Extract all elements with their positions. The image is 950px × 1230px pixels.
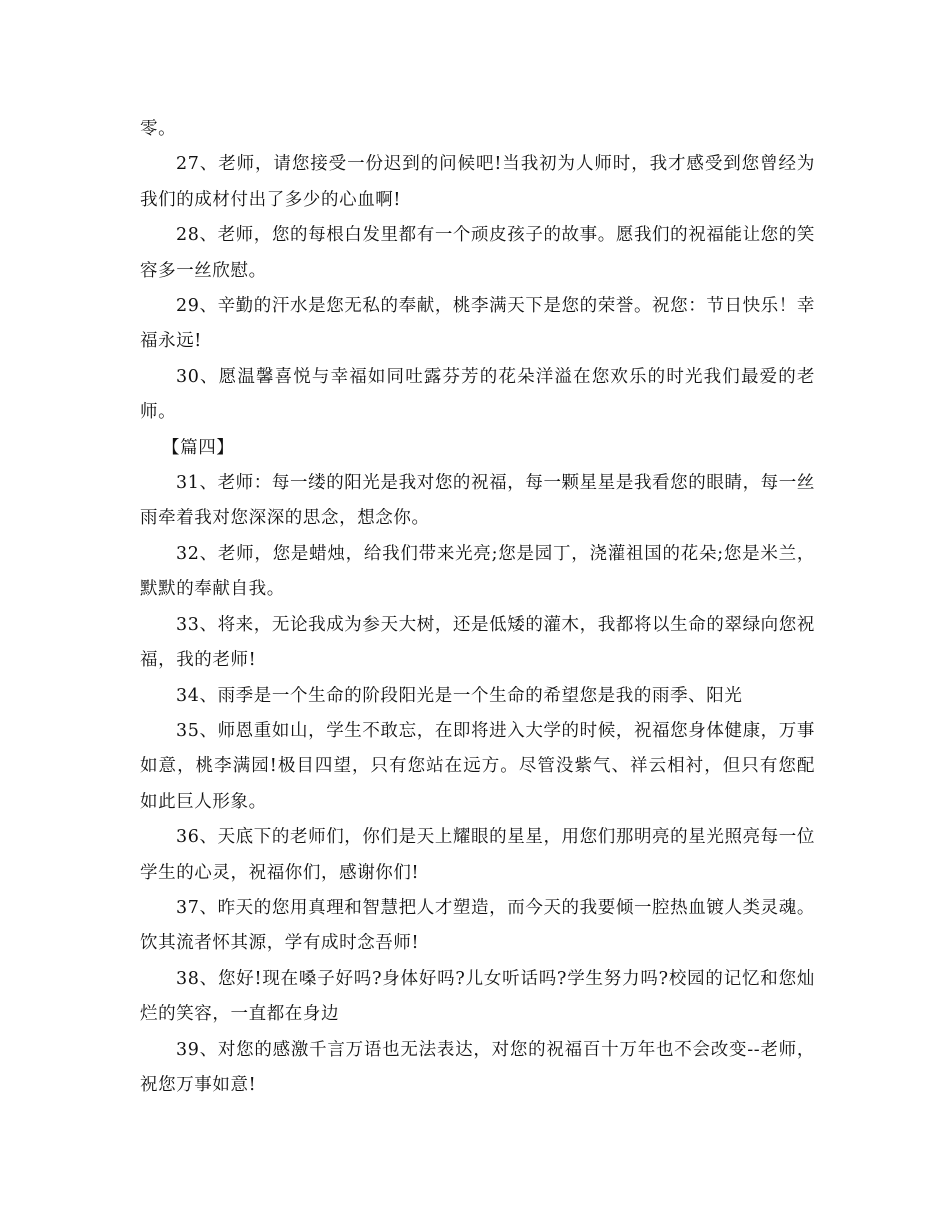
paragraph-33: 33、将来，无论我成为参天大树，还是低矮的灌木，我都将以生命的翠绿向您祝福，我的老师!	[140, 614, 815, 671]
paragraph-continuation: 零。	[140, 119, 177, 139]
paragraph-36: 36、天底下的老师们，你们是天上耀眼的星星，用您们那明亮的星光照亮每一位学生的心灵，祝福你们，感谢你们!	[140, 827, 815, 883]
paragraph-35: 35、师恩重如山，学生不敢忘，在即将进入大学的时候，祝福您身体健康，万事如意，桃李满园!极目四望，只有您站在远方。尽管没紫气、祥云相衬，但只有您配如此巨人形象。	[140, 720, 815, 812]
paragraph-30: 30、愿温馨喜悦与幸福如同吐露芬芳的花朵洋溢在您欢乐的时光我们最爱的老师。	[140, 366, 815, 423]
paragraph-34: 34、雨季是一个生命的阶段阳光是一个生命的希望您是我的雨季、阳光	[176, 685, 743, 706]
paragraph-32: 32、老师，您是蜡烛，给我们带来光亮;您是园丁，浇灌祖国的花朵;您是米兰，默默的奉献自我。	[140, 543, 815, 600]
paragraph-38: 38、您好!现在嗓子好吗?身体好吗?儿女听话吗?学生努力吗?校园的记忆和您灿烂的笑容，一直都在身边	[140, 968, 815, 1025]
paragraph-37: 37、昨天的您用真理和智慧把人才塑造，而今天的我要倾一腔热血镀人类灵魂。饮其流者怀其源，学有成时念吾师!	[140, 897, 815, 954]
paragraph-27: 27、老师，请您接受一份迟到的问候吧!当我初为人师时，我才感受到您曾经为我们的成材付出了多少的心血啊!	[140, 154, 815, 210]
document-body	[140, 112, 815, 1103]
paragraph-28: 28、老师，您的每根白发里都有一个顽皮孩子的故事。愿我们的祝福能让您的笑容多一丝欣慰。	[140, 225, 815, 281]
paragraph-29: 29、辛勤的汗水是您无私的奉献，桃李满天下是您的荣誉。祝您：节日快乐！幸福永远!	[140, 296, 815, 352]
paragraph-39: 39、对您的感激千言万语也无法表达，对您的祝福百十万年也不会改变--老师，祝您万事如意!	[140, 1039, 815, 1095]
section-heading: 【篇四】	[162, 437, 235, 458]
paragraph-31: 31、老师：每一缕的阳光是我对您的祝福，每一颗星星是我看您的眼睛，每一丝雨牵着我对您深深的思念，想念你。	[140, 473, 815, 529]
